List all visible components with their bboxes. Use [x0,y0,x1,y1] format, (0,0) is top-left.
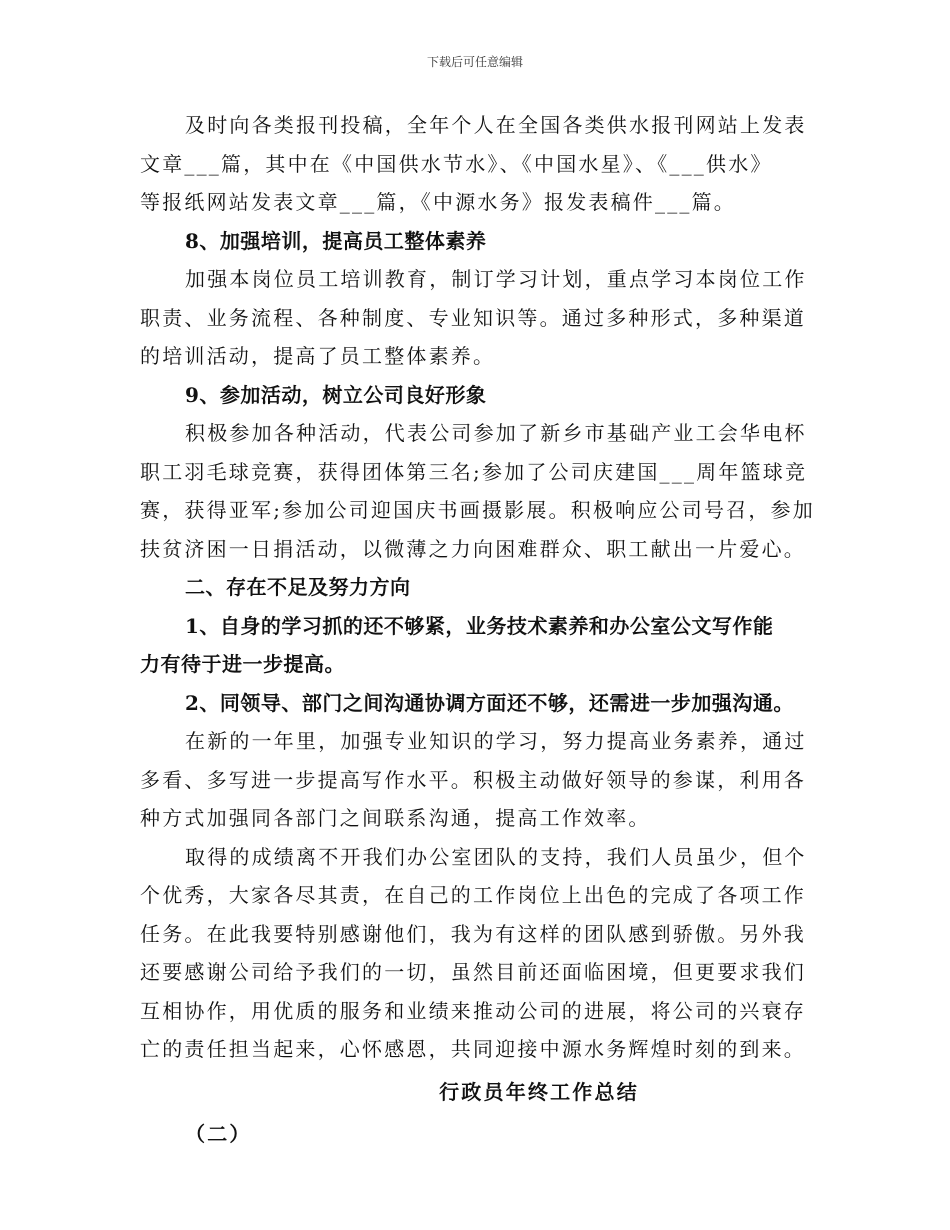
paragraph-line: 职责、业务流程、各种制度、专业知识等。通过多种形式，多种渠道 [140,305,806,330]
paragraph-line: 扶贫济困一日捐活动，以微薄之力向困难群众、职工献出一片爱心。 [140,536,806,561]
paragraph-line: 还要感谢公司给予我们的一切，虽然目前还面临困境，但更要求我们 [140,960,806,984]
document-title: 行政员年终工作总结 [439,1079,639,1104]
page-header: 下载后可任意编辑 [426,55,523,69]
paragraph-line: 赛，获得亚军;参加公司迎国庆书画摄影展。积极响应公司号召，参加 [140,498,815,522]
paragraph-line: 文章___篇，其中在《中国供水节水》、《中国水星》、《___供水》 [140,151,773,176]
section-heading: 1、自身的学习抓的还不够紧，业务技术素养和办公室公文写作能 [185,613,774,638]
paragraph-line: 多看、多写进一步提高写作水平。积极主动做好领导的参谋，利用各 [140,767,806,792]
paragraph-line: 种方式加强同各部门之间联系沟通，提高工作效率。 [140,806,651,830]
paragraph-line: 积极参加各种活动，代表公司参加了新乡市基础产业工会华电杯 [185,421,807,445]
section-heading: 8、加强培训，提高员工整体素养 [185,228,487,253]
paragraph-line: 加强本岗位员工培训教育，制订学习计划，重点学习本岗位工作 [185,267,807,291]
document-subtitle: （二） [185,1122,252,1146]
paragraph-line: 任务。在此我要特别感谢他们，我为有这样的团队感到骄傲。另外我 [140,921,806,946]
section-heading: 二、存在不足及努力方向 [185,575,411,599]
section-heading: 2、同领导、部门之间沟通协调方面还不够，还需进一步加强沟通。 [185,690,794,715]
document-body [140,106,818,1154]
paragraph-line: 取得的成绩离不开我们办公室团队的支持，我们人员虽少，但个 [185,844,807,869]
paragraph-line: 及时向各类报刊投稿，全年个人在全国各类供水报刊网站上发表 [185,113,807,137]
paragraph-line: 等报纸网站发表文章___篇，《中源水务》报发表稿件___篇。 [140,190,736,214]
paragraph-line: 的培训活动，提高了员工整体素养。 [140,344,496,368]
paragraph-line: 互相协作，用优质的服务和业绩来推动公司的进展，将公司的兴衰存 [140,998,806,1023]
section-heading-continued: 力有待于进一步提高。 [140,652,345,676]
paragraph-line: 亡的责任担当起来，心怀感恩，共同迎接中源水务辉煌时刻的到来。 [140,1037,806,1061]
paragraph-line: 职工羽毛球竞赛，获得团体第三名;参加了公司庆建国___周年篮球竞 [140,459,808,484]
section-heading: 9、参加活动，树立公司良好形象 [185,382,487,407]
paragraph-line: 在新的一年里，加强专业知识的学习，努力提高业务素养，通过 [185,729,807,753]
paragraph-line: 个优秀，大家各尽其责，在自己的工作岗位上出色的完成了各项工作 [140,883,806,907]
